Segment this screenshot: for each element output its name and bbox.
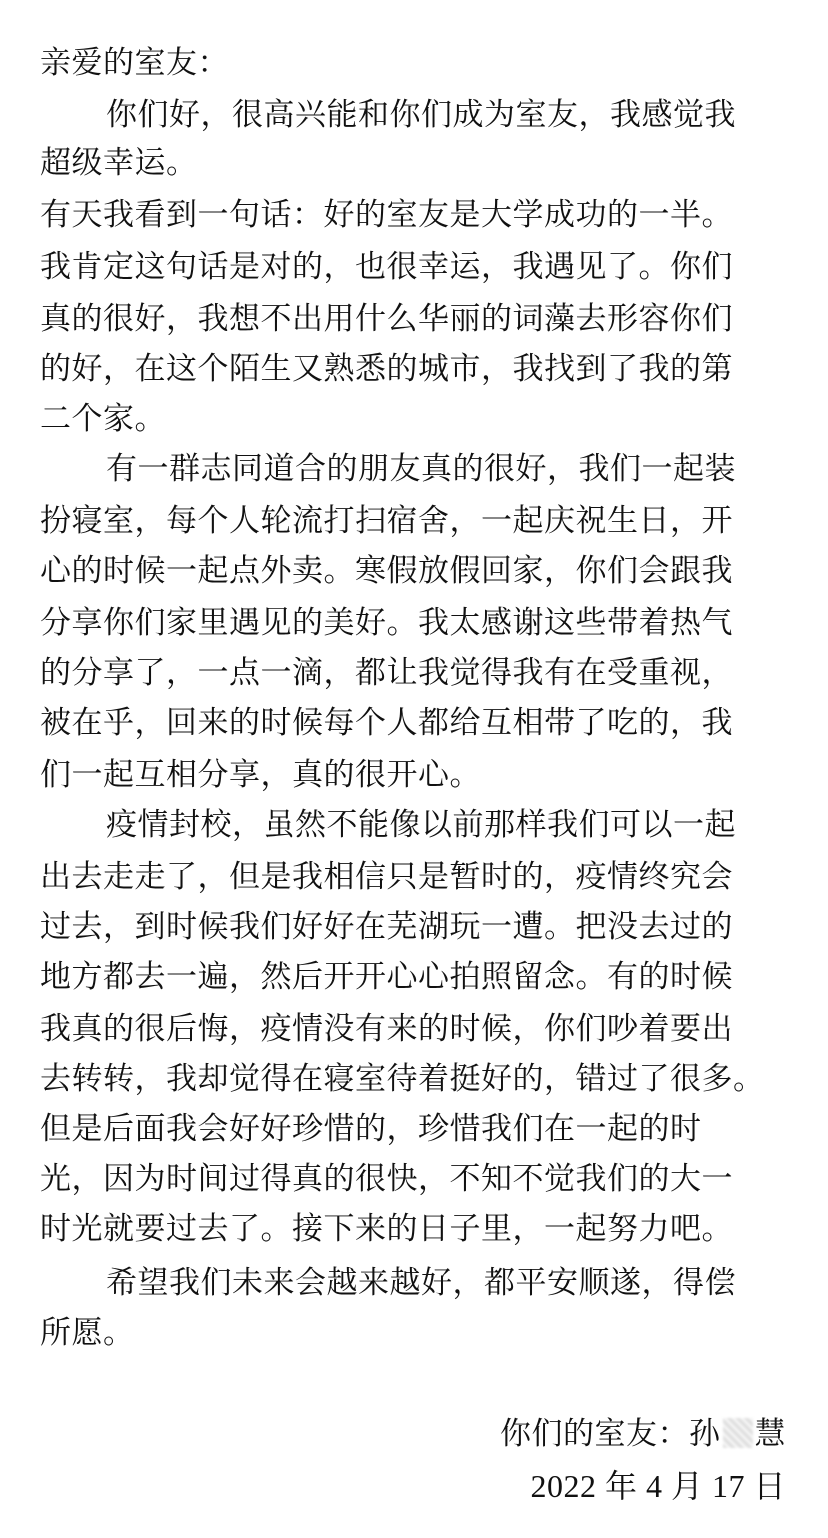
letter-line: 扮寝室，每个人轮流打扫宿舍，一起庆祝生日，开	[40, 503, 733, 539]
redaction-blur	[723, 1418, 753, 1448]
letter-line: 真的很好，我想不出用什么华丽的词藻去形容你们	[40, 301, 733, 337]
signature	[36, 1408, 786, 1460]
letter-line: 但是后面我会好好珍惜的，珍惜我们在一起的时	[40, 1111, 702, 1147]
letter-line: 疫情封校，虽然不能像以前那样我们可以一起	[106, 807, 736, 843]
letter-line: 的分享了，一点一滴，都让我觉得我有在受重视，	[40, 655, 733, 691]
letter-line: 我肯定这句话是对的，也很幸运，我遇见了。你们	[40, 249, 733, 285]
letter-line: 心的时候一起点外卖。寒假放假回家，你们会跟我	[40, 553, 733, 589]
letter-line: 去转转，我却觉得在寝室待着挺好的，错过了很多。	[40, 1061, 765, 1097]
letter-line: 出去走走了，但是我相信只是暂时的，疫情终究会	[40, 859, 733, 895]
letter-line: 二个家。	[40, 401, 166, 437]
letter-line: 的好，在这个陌生又熟悉的城市，我找到了我的第	[40, 351, 733, 387]
letter-line: 你们好，很高兴能和你们成为室友，我感觉我	[106, 97, 736, 133]
letter-line: 分享你们家里遇见的美好。我太感谢这些带着热气	[40, 605, 733, 641]
letter-line: 希望我们未来会越来越好，都平安顺遂，得偿	[106, 1265, 736, 1301]
letter-line: 有一群志同道合的朋友真的很好，我们一起装	[106, 451, 736, 487]
letter-greeting: 亲爱的室友：	[40, 45, 229, 81]
letter-line: 们一起互相分享，真的很开心。	[40, 757, 481, 793]
letter-date: 2022 年 4 月 17 日	[530, 1468, 786, 1504]
letter-line: 被在乎，回来的时候每个人都给互相带了吃的，我	[40, 705, 733, 741]
letter-line: 地方都去一遍，然后开开心心拍照留念。有的时候	[40, 959, 733, 995]
letter-line: 超级幸运。	[40, 145, 198, 181]
letter-line: 有天我看到一句话：好的室友是大学成功的一半。	[40, 197, 733, 233]
signature-prefix: 你们的室友：孙	[500, 1416, 721, 1452]
signature-suffix: 慧	[754, 1416, 786, 1452]
letter-line: 光，因为时间过得真的很快，不知不觉我们的大一	[40, 1161, 733, 1197]
letter-line: 所愿。	[40, 1315, 135, 1351]
letter-line: 我真的很后悔，疫情没有来的时候，你们吵着要出	[40, 1011, 733, 1047]
letter-line: 过去，到时候我们好好在芜湖玩一遭。把没去过的	[40, 909, 733, 945]
letter-line: 时光就要过去了。接下来的日子里，一起努力吧。	[40, 1211, 733, 1247]
